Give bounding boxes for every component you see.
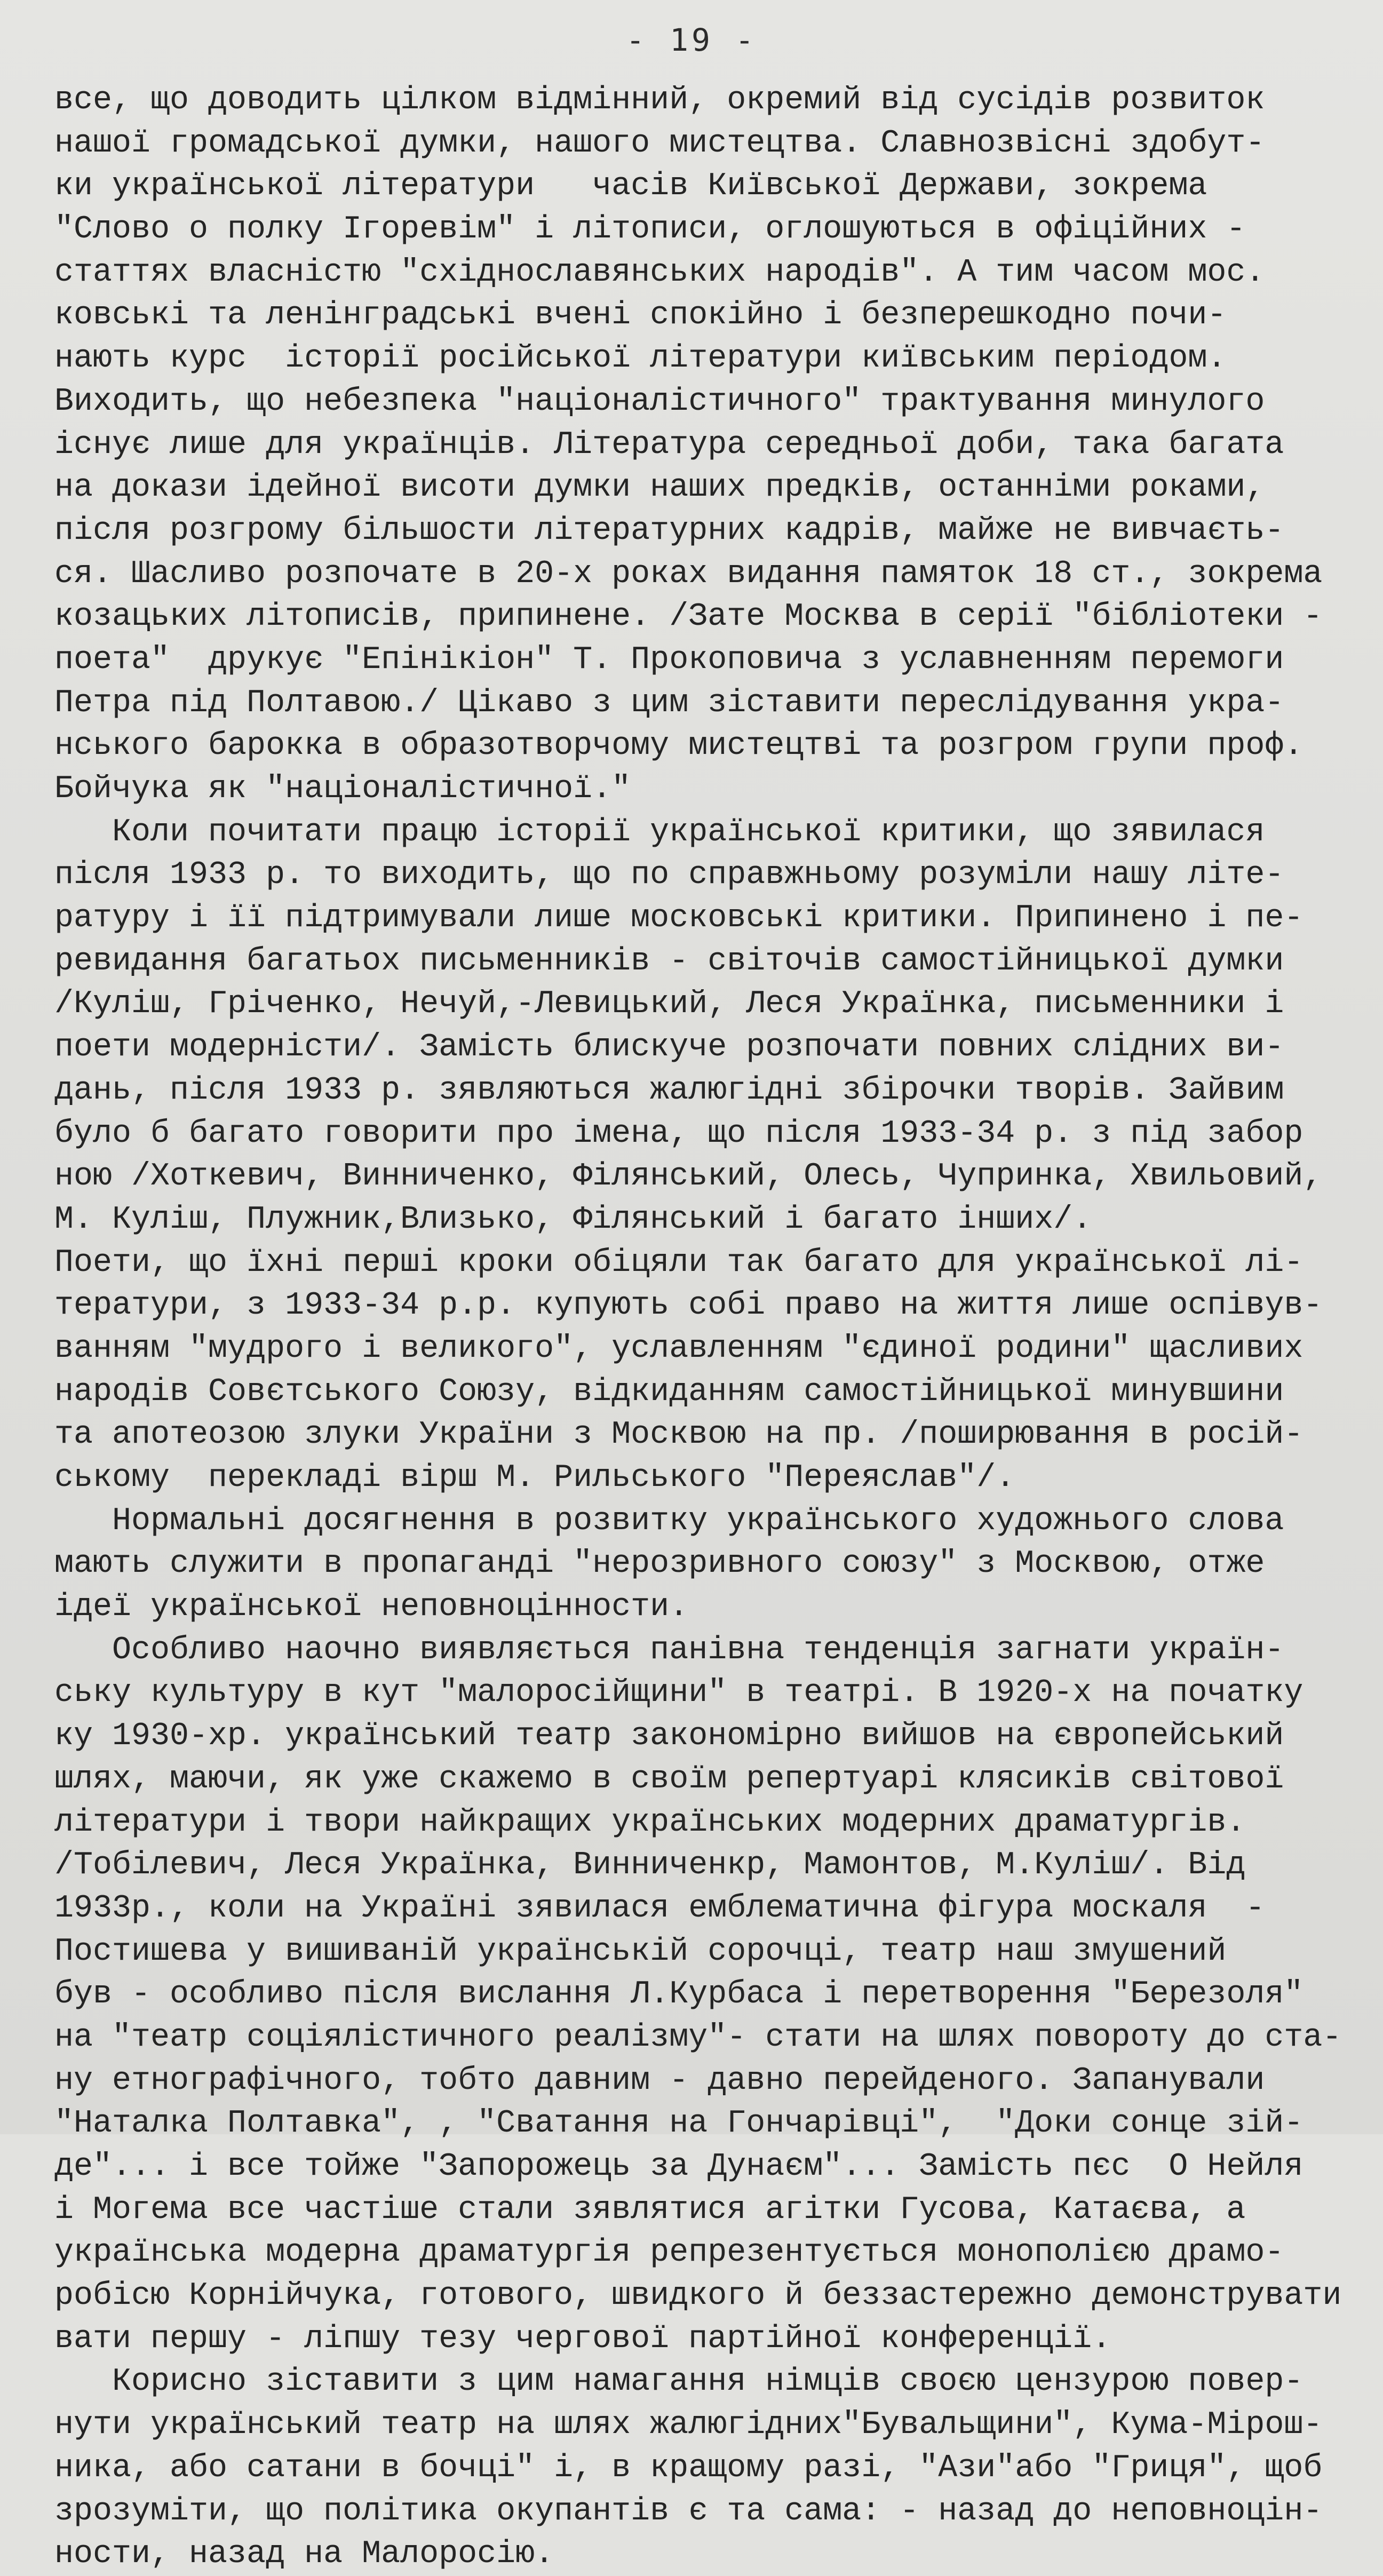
text-line: козацьких літописів, припинене. /Зате Москва в серії "бібліотеки - [54,599,1323,635]
text-line: і Могема все частіше стали зявлятися агітки Гусова, Катаєва, а [54,2191,1246,2228]
text-line: зрозуміти, що політика окупантів є та сама: - назад до неповноцін- [54,2493,1323,2530]
text-line: на докази ідейної висоти думки наших предків, останніми роками, [54,470,1265,506]
text-line: ности, назад на Малоросію. [54,2536,554,2573]
page-number: - 19 - [626,22,757,58]
text-line: Петра під Полтавою./ Цікаво з цим зіставити переслідування укра- [54,685,1284,721]
text-line: народів Совєтського Союзу, відкиданням самостійницької минувшини [54,1373,1284,1410]
text-line: та апотеозою злуки України з Москвою на пр. /поширювання в росій- [54,1417,1303,1453]
text-line: "Наталка Полтавка", , "Сватання на Гончарівці", "Доки сонце зій- [54,2105,1303,2142]
text-line: після 1933 р. то виходить, що по справжньому розуміли нашу літе- [54,857,1284,894]
text-line: існує лише для українців. Література середньої доби, така багата [54,426,1284,463]
text-line: ревидання багатьох письменників - світочів самостійницької думки [54,943,1284,980]
text-line: тератури, з 1933-34 р.р. купують собі право на життя лише оспівув- [54,1287,1323,1324]
text-line: поета" друкує "Епінікіон" Т. Прокоповича з уславненням перемоги [54,641,1284,678]
text-line: після розгрому більшости літературних кадрів, майже не вивчаєть- [54,512,1284,549]
text-line: ника, або сатани в бочці" і, в кращому разі, "Ази"або "Гриця", щоб [54,2450,1323,2486]
text-line: 1933р., коли на Україні зявилася емблематична фігура москаля - [54,1890,1265,1927]
text-line: ки української літератури часів Київської Держави, зокрема [54,168,1207,205]
text-line: був - особливо після вислання Л.Курбаса і перетворення "Березоля" [54,1976,1303,2013]
text-line: ку 1930-хр. український театр закономірно вийшов на європейський [54,1718,1284,1755]
text-line: ську культуру в кут "малоросійщини" в театрі. В 1920-х на початку [54,1675,1303,1712]
text-line: поети модерністи/. Замість блискуче розпочати повних слідних ви- [54,1029,1284,1066]
text-line: літератури і твори найкращих українських модерних драматургів. [54,1804,1246,1841]
text-line: Постишева у вишиваній українській сорочці, театр наш змушений [54,1933,1227,1970]
text-line: ковські та ленінградські вчені спокійно і безперешкодно почи- [54,297,1227,334]
text-line: ратуру і її підтримували лише московські критики. Припинено і пе- [54,900,1303,937]
text-line: нашої громадської думки, нашого мистецтва. Славнозвісні здобут- [54,125,1265,162]
text-line: Поети, що їхні перші кроки обіцяли так багато для української лі- [54,1244,1303,1281]
text-line: Виходить, що небезпека "націоналістичного" трактування минулого [54,383,1265,420]
text-line: статтях власністю "східнославянських народів". А тим часом мос. [54,254,1265,291]
text-line: Бойчука як "націоналістичної." [54,771,631,807]
text-line: Нормальні досягнення в розвитку українського художнього слова [54,1502,1284,1539]
text-line: /Тобілевич, Леся Українка, Винниченкр, Мамонтов, М.Куліш/. Від [54,1847,1246,1884]
text-line: шлях, маючи, як уже скажемо в своїм репертуарі клясиків світової [54,1761,1284,1798]
text-line: "Слово о полку Ігоревім" і літописи, оглошуються в офіційних - [54,211,1246,248]
text-line: Коли почитати працю історії української критики, що зявилася [54,814,1265,850]
text-line: було б багато говорити про імена, що після 1933-34 р. з під забор [54,1115,1303,1152]
text-line: ідеї української неповноцінности. [54,1589,689,1626]
text-line: нути український театр на шлях жалюгідних"Бувальщини", Кума-Мірош- [54,2407,1323,2444]
text-line: нають курс історії російської літератури київським періодом. [54,340,1227,377]
text-line: ною /Хоткевич, Винниченко, Філянський, Олесь, Чупринка, Хвильовий, [54,1158,1323,1195]
text-line: дань, після 1933 р. зявляються жалюгідні збірочки творів. Зайвим [54,1072,1284,1109]
text-line: Корисно зіставити з цим намагання німців своєю цензурою повер- [54,2364,1303,2400]
text-line: ському перекладі вірш М. Рильського "Переяслав"/. [54,1460,1015,1496]
text-line: мають служити в пропаганді "нерозривного союзу" з Москвою, отже [54,1546,1265,1583]
text-line: ванням "мудрого і великого", уславленням "єдиної родини" щасливих [54,1330,1303,1367]
text-line: на "театр соціялістичного реалізму"- стати на шлях повороту до ста- [54,2019,1342,2056]
body-text [54,79,1342,2576]
text-line: /Куліш, Гріченко, Нечуй,-Левицький, Леся Українка, письменники і [54,986,1284,1023]
text-line: вати першу - ліпшу тезу чергової партійної конференції. [54,2320,1111,2357]
text-line: все, що доводить цілком відмінний, окремий від сусідів розвиток [54,82,1265,118]
text-line: де"... і все тойже "Запорожець за Дунаєм"... Замість пєс О Нейля [54,2149,1303,2185]
text-line: робісю Корнійчука, готового, швидкого й беззастережно демонструвати [54,2278,1342,2315]
text-line: ну етнографічного, тобто давним - давно перейденого. Запанували [54,2062,1265,2099]
text-line: нського барокка в образотворчому мистецтві та розгром групи проф. [54,728,1303,765]
text-line: українська модерна драматургія репрезентується монополією драмо- [54,2235,1284,2271]
text-line: ся. Шасливо розпочате в 20-х роках видання памяток 18 ст., зокрема [54,555,1323,592]
text-line: М. Куліш, Плужник,Влизько, Філянський і багато інших/. [54,1201,1092,1238]
text-line: Особливо наочно виявляється панівна тенденція загнати україн- [54,1632,1284,1668]
